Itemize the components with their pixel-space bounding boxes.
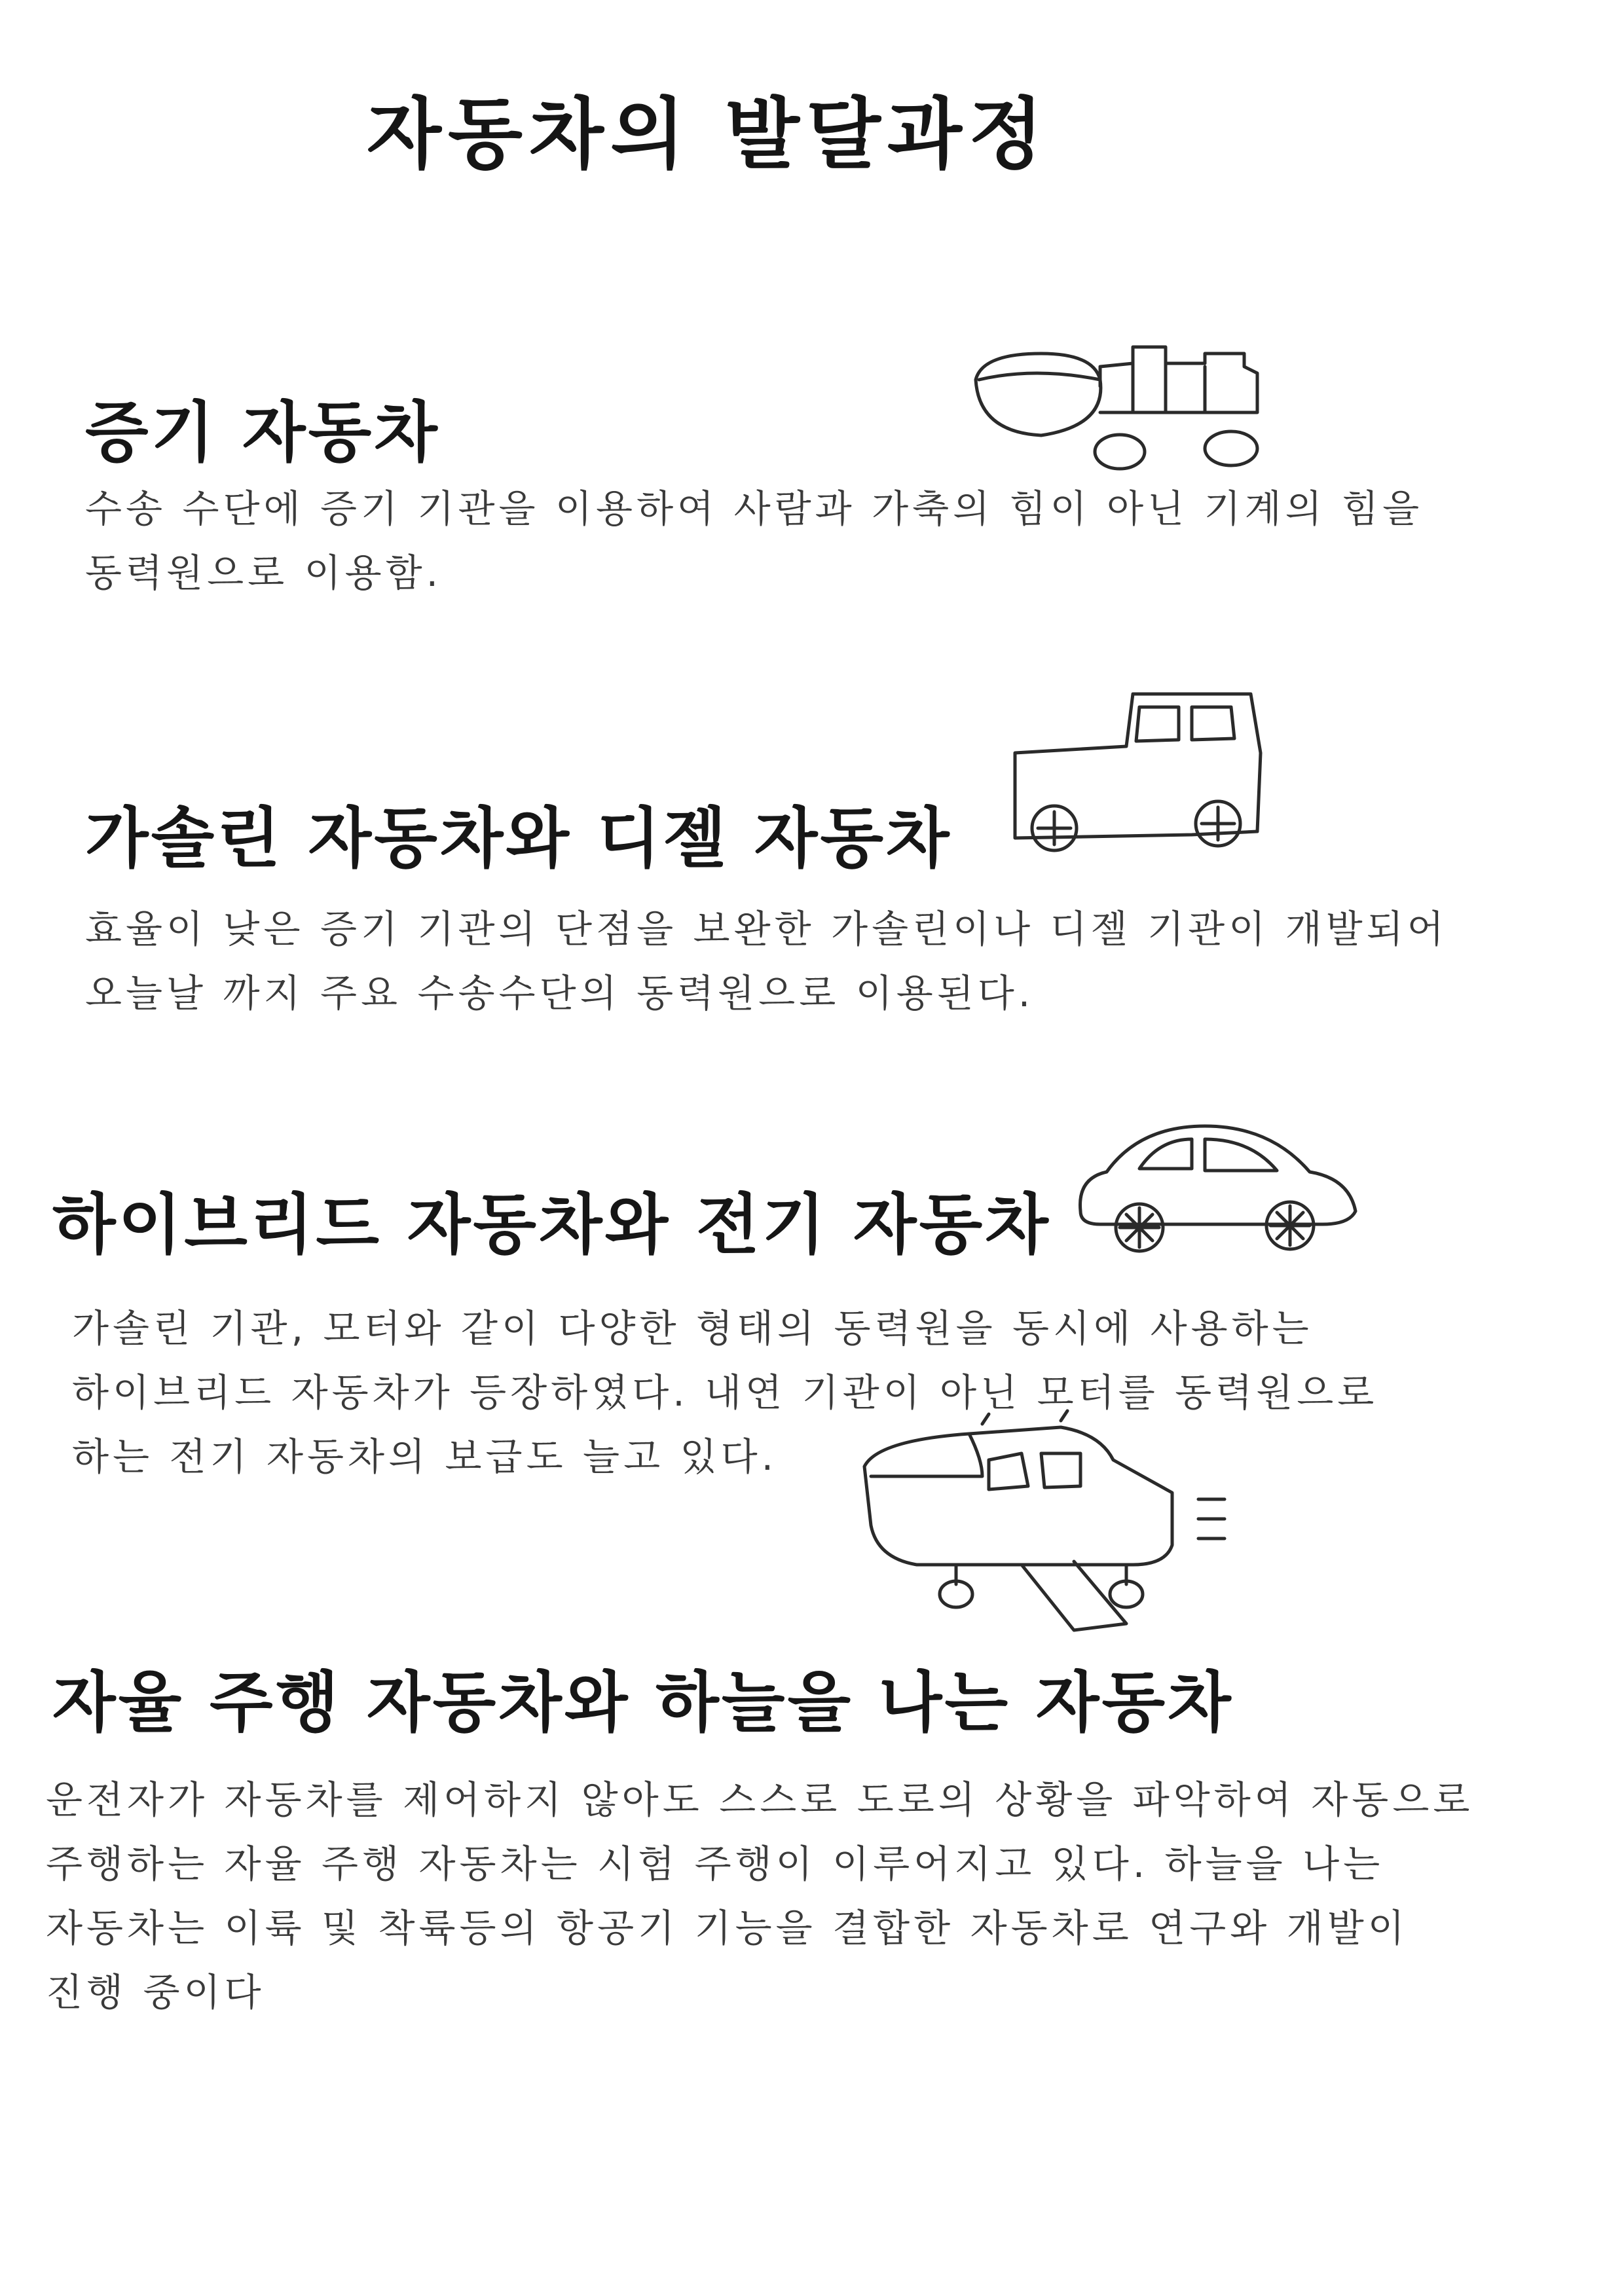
section-heading-gasoline: 가솔린 자동차와 디젤 자동차 xyxy=(85,800,952,877)
section-heading-hybrid: 하이브리드 자동차와 전기 자동차 xyxy=(52,1186,1051,1263)
body-line: 하이브리드 자동차가 등장하였다. 내연 기관이 아닌 모터를 동력원으로 xyxy=(72,1370,1378,1415)
body-line: 운전자가 자동차를 제어하지 않아도 스스로 도로의 상황을 파악하여 자동으로 xyxy=(46,1777,1474,1822)
body-line: 효율이 낮은 증기 기관의 단점을 보완한 가솔린이나 디젤 기관이 개발되어 xyxy=(85,907,1448,951)
jeep-drawing xyxy=(1008,681,1270,851)
body-line: 진행 중이다 xyxy=(46,1970,265,2014)
section-body-gasoline xyxy=(85,897,1448,1025)
section-heading-autonomous: 자율 주행 자동차와 하늘을 나는 자동차 xyxy=(52,1664,1234,1741)
body-line: 자동차는 이륙 및 착륙등의 항공기 기능을 결합한 자동차로 연구와 개발이 xyxy=(46,1906,1409,1950)
page-title: 자동차의 발달과정 xyxy=(367,89,1050,179)
body-line: 주행하는 자율 주행 자동차는 시험 주행이 이루어지고 있다. 하늘을 나는 xyxy=(46,1842,1384,1886)
body-line: 동력원으로 이용함. xyxy=(85,551,443,595)
section-heading-steam: 증기 자동차 xyxy=(85,394,440,471)
steam-truck-drawing xyxy=(969,327,1270,484)
section-body-autonomous xyxy=(46,1768,1473,2024)
body-line: 가솔린 기관, 모터와 같이 다양한 형태의 동력원을 동시에 사용하는 xyxy=(72,1306,1313,1351)
flying-car-drawing xyxy=(851,1414,1244,1637)
body-line: 수송 수단에 증기 기관을 이용하여 사람과 가축의 힘이 아닌 기계의 힘을 xyxy=(85,486,1424,531)
section-body-steam xyxy=(85,477,1423,605)
sedan-drawing xyxy=(1074,1113,1362,1264)
body-line: 하는 전기 자동차의 보급도 늘고 있다. xyxy=(72,1434,778,1479)
body-line: 오늘날 까지 주요 수송수단의 동력원으로 이용된다. xyxy=(85,971,1035,1015)
